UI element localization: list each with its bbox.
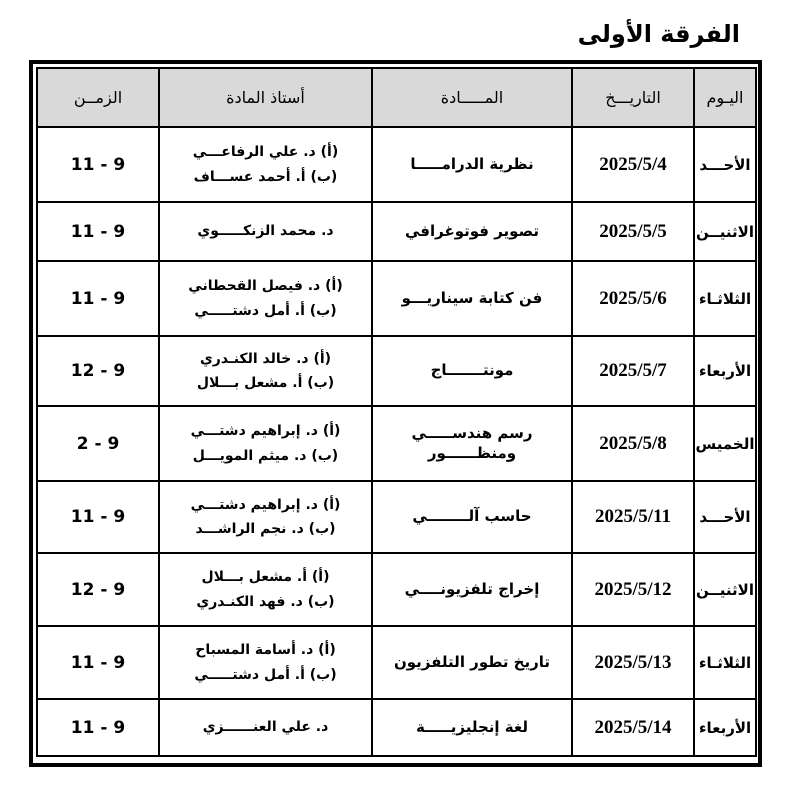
date-text: 2025/5/12 (594, 578, 672, 600)
date-text: 2025/5/7 (599, 360, 667, 381)
subject-line: حاسب آلــــــــي (412, 507, 532, 526)
cell-professor (159, 261, 372, 336)
time-text: 11 - 9 (70, 652, 126, 673)
cell-subject (372, 553, 572, 626)
cell-professor (159, 127, 372, 202)
cell-professor (159, 481, 372, 553)
professor-line: (أ) د. أسامة المسباح (195, 642, 336, 658)
professor-line: د. علي العنــــــزي (202, 719, 329, 736)
subject-line: إخراج تلفزيونــــي (404, 579, 540, 598)
time-text: 12 - 9 (70, 361, 126, 381)
table-row (37, 699, 756, 756)
time-text: 2 - 9 (76, 433, 120, 454)
cell-subject (372, 261, 572, 336)
schedule-body (37, 127, 756, 756)
professor-line: (أ) د. إبراهيم دشتـــي (190, 423, 341, 439)
cell-subject (372, 699, 572, 756)
cell-time (37, 406, 159, 481)
cell-time (37, 127, 159, 202)
professor-line: (أ) د. فيصل القحطاني (188, 278, 343, 294)
date-text: 2025/5/11 (594, 506, 671, 527)
cell-date (572, 553, 694, 626)
date-text: 2025/5/5 (599, 220, 667, 242)
cell-time (37, 626, 159, 699)
cell-professor (159, 336, 372, 406)
time-text: 12 - 9 (70, 579, 126, 600)
professor-line: (ب) د. ميثم المويـــل (192, 447, 339, 464)
cell-date (572, 336, 694, 406)
time-text: 11 - 9 (70, 288, 126, 309)
professor-line: (أ) أ. مشعل بـــلال (201, 569, 330, 585)
time-text: 11 - 9 (70, 507, 126, 527)
professor-line: (أ) د. علي الرفاعـــي (192, 144, 339, 160)
header-subject: المـــــادة (372, 68, 572, 127)
cell-date (572, 261, 694, 336)
cell-subject (372, 336, 572, 406)
cell-subject (372, 406, 572, 481)
time-text: 11 - 9 (70, 221, 126, 242)
date-text: 2025/5/8 (599, 432, 667, 454)
professor-line: (ب) أ. أمل دشتـــــي (194, 302, 337, 319)
table-row (37, 553, 756, 626)
cell-professor (159, 699, 372, 756)
cell-professor (159, 553, 372, 626)
professor-line: (ب) أ. مشعل بـــلال (196, 375, 335, 391)
professor-line: (ب) د. نجم الراشـــد (195, 521, 336, 537)
subject-line: تصوير فوتوغرافي (405, 221, 539, 240)
table-row (37, 481, 756, 553)
cell-day: الأربعاء (694, 336, 756, 406)
page-title: الفرقة الأولى (577, 20, 740, 48)
cell-time (37, 202, 159, 261)
date-text: 2025/5/4 (599, 153, 667, 175)
header-row (37, 68, 756, 127)
cell-date (572, 699, 694, 756)
table-row (37, 202, 756, 261)
professor-line: (أ) د. إبراهيم دشتـــي (190, 496, 341, 513)
cell-day: الثلاثـاء (694, 626, 756, 699)
cell-date (572, 202, 694, 261)
subject-line: رسم هندســـــي (411, 424, 533, 442)
cell-time (37, 261, 159, 336)
header-professor: أستاذ المادة (159, 68, 372, 127)
cell-professor (159, 406, 372, 481)
cell-subject (372, 127, 572, 202)
cell-time (37, 553, 159, 626)
table-row (37, 336, 756, 406)
schedule-table (36, 67, 757, 757)
subject-line: مونتـــــــاج (430, 361, 514, 380)
header-date: التاريـــخ (572, 68, 694, 127)
table-row (37, 261, 756, 336)
table-row (37, 626, 756, 699)
cell-subject (372, 481, 572, 553)
professor-line: (ب) أ. أحمد عســـاف (193, 168, 338, 185)
cell-time (37, 481, 159, 553)
table-row (37, 127, 756, 202)
subject-line: نظرية الدرامـــــا (410, 154, 534, 173)
subject-line: تاريخ تطور التلفزيون (393, 652, 551, 671)
cell-date (572, 481, 694, 553)
date-text: 2025/5/14 (594, 716, 672, 738)
cell-date (572, 406, 694, 481)
date-text: 2025/5/6 (599, 287, 667, 309)
time-text: 11 - 9 (70, 154, 126, 175)
cell-day: الاثنيــن (694, 553, 756, 626)
header-time: الزمــن (37, 68, 159, 127)
header-day: اليـوم (694, 68, 756, 127)
cell-date (572, 626, 694, 699)
cell-day: الثلاثـاء (694, 261, 756, 336)
date-text: 2025/5/13 (594, 651, 672, 673)
cell-professor (159, 202, 372, 261)
professor-line: (ب) أ. أمل دشتـــــي (194, 666, 337, 683)
subject-line: فن كتابة سيناريـــو (401, 288, 543, 307)
cell-day: الأحـــد (694, 481, 756, 553)
cell-day: الخميس (694, 406, 756, 481)
cell-date (572, 127, 694, 202)
cell-time (37, 336, 159, 406)
time-text: 11 - 9 (70, 717, 126, 738)
professor-line: (ب) د. فهد الكنـدري (196, 593, 335, 610)
cell-professor (159, 626, 372, 699)
subject-line: لغة إنجليزيـــــة (416, 717, 528, 736)
table-row (37, 406, 756, 481)
cell-subject (372, 626, 572, 699)
professor-line: (أ) د. خالد الكنـدري (199, 350, 332, 367)
subject-line: ومنظــــــور (427, 443, 517, 462)
cell-subject (372, 202, 572, 261)
professor-line: د. محمد الزنكـــــوي (197, 223, 334, 240)
cell-time (37, 699, 159, 756)
cell-day: الأحـــد (694, 127, 756, 202)
cell-day: الاثنيــن (694, 202, 756, 261)
cell-day: الأربعاء (694, 699, 756, 756)
